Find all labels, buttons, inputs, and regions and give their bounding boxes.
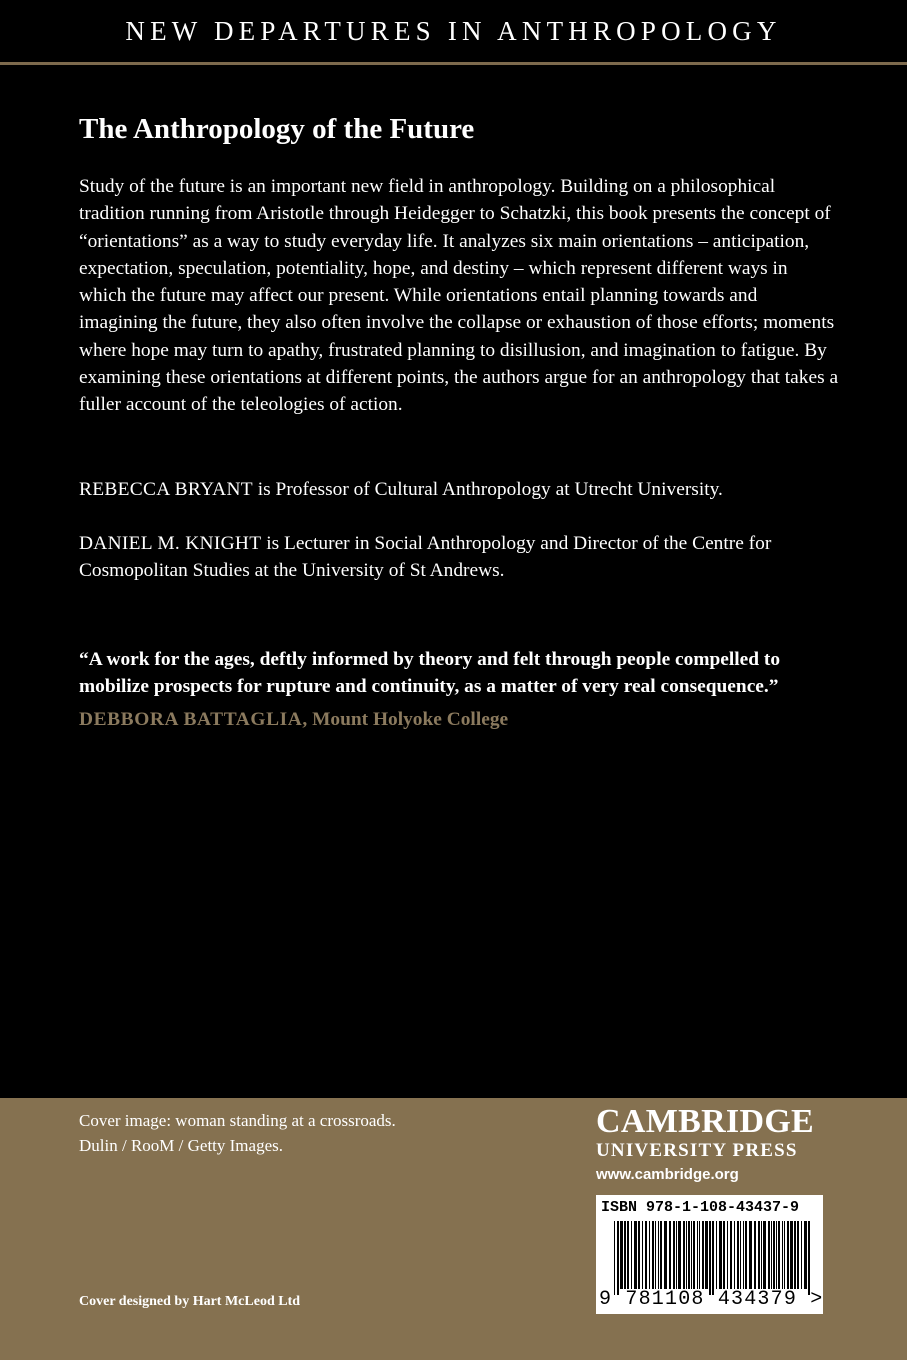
barcode-bar	[737, 1221, 739, 1289]
barcode-bar	[727, 1221, 728, 1289]
book-description: Study of the future is an important new field in anthropology. Building on a philosophical tradition running from Aristotle through Heidegger to Schatzki, this book presents the concept of “orientations” as a way to study everyday life. It analyzes six main orientations – anticipation, expectation, speculation, potentiality, hope, and destiny – which represent different ways in which the future may affect our present. While orientations entail planning towards and imagining the future, they also often involve the collapse or exhaustion of those efforts; moments where hope may turn to apathy, frustrated planning to disillusion, and imagination to fatigue. By examining these orientations at different points, the authors argue for an anthropology that takes a fuller account of the teleologies of action.	[79, 176, 839, 416]
barcode-bar	[699, 1221, 700, 1289]
barcode-bar	[664, 1221, 667, 1289]
barcode-bar	[754, 1221, 756, 1289]
series-rule	[0, 62, 907, 65]
cover-credit-line1: Cover image: woman standing at a crossroads.	[79, 1111, 396, 1130]
barcode-bar	[705, 1221, 708, 1289]
barcode-bar	[652, 1221, 654, 1289]
book-title: The Anthropology of the Future	[79, 113, 475, 145]
barcode-bar	[709, 1221, 711, 1295]
barcode-bar	[620, 1221, 623, 1289]
barcode-bar	[794, 1221, 796, 1289]
barcode-bar	[778, 1221, 780, 1289]
barcode-bar	[614, 1221, 615, 1295]
barcode-bar	[790, 1221, 793, 1289]
publisher-url: www.cambridge.org	[596, 1166, 739, 1183]
barcode-bar	[740, 1221, 741, 1289]
barcode-bar	[634, 1221, 637, 1289]
barcode-bar	[712, 1221, 714, 1295]
barcode-bar	[804, 1221, 807, 1289]
barcode-bar	[745, 1221, 747, 1289]
barcode-bar	[702, 1221, 704, 1289]
endorser-name: DEBBORA BATTAGLIA	[79, 709, 303, 730]
barcode-bar	[642, 1221, 643, 1289]
author-bio-bryant	[79, 476, 839, 503]
author-name: DANIEL M. KNIGHT	[79, 533, 262, 554]
barcode-bar	[688, 1221, 690, 1289]
barcode-bar	[716, 1221, 717, 1289]
isbn-label: ISBN 978-1-108-43437-9	[601, 1199, 800, 1216]
barcode-bar	[676, 1221, 677, 1289]
barcode-bar	[678, 1221, 681, 1289]
barcode-bar	[686, 1221, 687, 1289]
barcode-bar	[787, 1221, 789, 1289]
barcode-bar	[655, 1221, 656, 1289]
barcode-bar	[645, 1221, 647, 1289]
barcode-bar	[719, 1221, 722, 1289]
barcode-bar	[649, 1221, 650, 1289]
author-bio-text: is Lecturer in Social Anthropology and Director of the Centre for Cosmopolitan Studies at the University of St Andrews.	[79, 533, 772, 582]
barcode-bar	[771, 1221, 772, 1289]
barcode-bar	[624, 1221, 626, 1289]
barcode-bar	[758, 1221, 760, 1289]
author-bio-knight	[79, 530, 839, 585]
barcode-bar	[658, 1221, 659, 1289]
barcode-bar	[749, 1221, 752, 1289]
endorser-affiliation: , Mount Holyoke College	[302, 709, 509, 730]
barcode-bar	[638, 1221, 640, 1289]
barcode-bar	[743, 1221, 744, 1289]
barcode-bar	[693, 1221, 695, 1289]
barcode-bar	[761, 1221, 762, 1289]
barcode-bar	[660, 1221, 662, 1289]
barcode-bar	[808, 1221, 810, 1295]
barcode-bar	[631, 1221, 632, 1289]
barcode-bar	[784, 1221, 785, 1289]
isbn-barcode	[596, 1195, 823, 1314]
barcode-digits: 9 781108 434379 >	[599, 1288, 824, 1311]
publisher-name: CAMBRIDGE	[596, 1103, 815, 1140]
barcode-bar	[683, 1221, 685, 1289]
author-name: REBECCA BRYANT	[79, 479, 253, 500]
barcode-bar	[691, 1221, 692, 1289]
barcode-bar	[782, 1221, 783, 1289]
barcode-bar	[669, 1221, 671, 1289]
endorsement-quote: “A work for the ages, deftly informed by theory and felt through people compelled to mobilize prospects for rupture and continuity, as a matter of very real consequence.”	[79, 649, 781, 698]
barcode-bar	[734, 1221, 735, 1289]
barcode-bar	[617, 1221, 619, 1295]
series-title: NEW DEPARTURES IN ANTHROPOLOGY	[125, 16, 782, 46]
barcode-bar	[697, 1221, 698, 1289]
publisher-logo	[596, 1104, 826, 1186]
cover-image-credit	[79, 1108, 396, 1158]
barcode-bar	[723, 1221, 725, 1289]
barcode-bar	[763, 1221, 766, 1289]
barcode-bar	[673, 1221, 675, 1289]
publisher-press: UNIVERSITY PRESS	[596, 1140, 798, 1161]
barcode-bar	[797, 1221, 799, 1289]
barcode-bar	[768, 1221, 770, 1289]
endorsement-attribution	[79, 706, 508, 733]
barcode-bar	[773, 1221, 775, 1289]
cover-designer-credit: Cover designed by Hart McLeod Ltd	[79, 1294, 301, 1309]
barcode-bar	[627, 1221, 629, 1289]
barcode-bar	[801, 1221, 802, 1289]
author-bio-text: is Professor of Cultural Anthropology at Utrecht University.	[252, 479, 723, 500]
barcode-bar	[730, 1221, 732, 1289]
cover-credit-line2: Dulin / RooM / Getty Images.	[79, 1136, 283, 1155]
barcode-bar	[776, 1221, 777, 1289]
